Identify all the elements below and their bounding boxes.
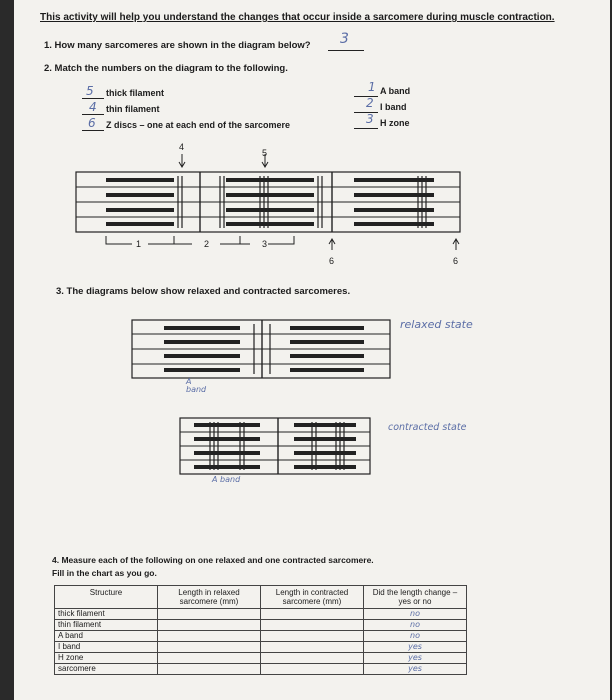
relaxed-sarcomere-diagram [14, 310, 610, 390]
header-relaxed: Length in relaxed sarcomere (mm) [158, 586, 261, 609]
match-answer-hzone: 3 [366, 112, 374, 126]
header-contracted: Length in contracted sarcomere (mm) [261, 586, 364, 609]
cell-relaxed[interactable] [158, 664, 261, 675]
blank-line [82, 130, 104, 131]
header-structure: Structure [55, 586, 158, 609]
cell-relaxed[interactable] [158, 609, 261, 620]
cell-relaxed[interactable] [158, 653, 261, 664]
question-3: 3. The diagrams below show relaxed and contracted sarcomeres. [56, 286, 351, 297]
cell-relaxed[interactable] [158, 620, 261, 631]
worksheet-header: This activity will help you understand the changes that occur inside a sarcomere during muscle contraction. [40, 12, 555, 23]
cell-change[interactable]: yes [364, 642, 467, 653]
cell-contracted[interactable] [261, 664, 364, 675]
match-label-thick: thick filament [106, 88, 165, 98]
measurement-table [54, 585, 467, 675]
sarcomere-diagram [14, 140, 610, 280]
cell-relaxed[interactable] [158, 642, 261, 653]
blank-line [82, 114, 104, 115]
worksheet-page [14, 0, 610, 700]
table-row [55, 609, 467, 620]
header-change: Did the length change – yes or no [364, 586, 467, 609]
diagram-label-5: 5 [262, 148, 268, 158]
cell-structure: thick filament [55, 609, 158, 620]
diagram-label-2: 2 [204, 239, 210, 249]
cell-contracted[interactable] [261, 609, 364, 620]
blank-line [354, 128, 378, 129]
cell-structure: sarcomere [55, 664, 158, 675]
cell-change[interactable]: yes [364, 664, 467, 675]
match-answer-thin: 4 [89, 100, 97, 114]
cell-change[interactable]: no [364, 631, 467, 642]
diagram-label-4: 4 [179, 142, 185, 152]
cell-structure: A band [55, 631, 158, 642]
cell-contracted[interactable] [261, 642, 364, 653]
table-row [55, 642, 467, 653]
match-answer-aband: 1 [368, 80, 376, 94]
blank-line [354, 112, 378, 113]
cell-contracted[interactable] [261, 631, 364, 642]
a-band-note-relaxed: A band [186, 377, 207, 394]
table-row [55, 664, 467, 675]
match-answer-iband: 2 [366, 96, 374, 110]
answer-1: 3 [340, 31, 349, 47]
cell-change[interactable]: no [364, 620, 467, 631]
answer-line-1 [328, 50, 364, 51]
diagram-label-1: 1 [136, 239, 142, 249]
match-answer-zdisc: 6 [88, 116, 96, 130]
question-2: 2. Match the numbers on the diagram to the following. [44, 63, 288, 74]
cell-structure: H zone [55, 653, 158, 664]
a-band-note-contracted: A band [212, 475, 241, 484]
match-label-iband: I band [380, 102, 407, 112]
cell-contracted[interactable] [261, 653, 364, 664]
match-label-aband: A band [380, 86, 411, 96]
cell-relaxed[interactable] [158, 631, 261, 642]
question-4: 4. Measure each of the following on one relaxed and one contracted sarcomere. [52, 555, 374, 565]
relaxed-note: relaxed state [400, 318, 473, 331]
contracted-note: contracted state [388, 422, 467, 433]
blank-line [82, 98, 104, 99]
match-label-hzone: H zone [380, 118, 410, 128]
contracted-sarcomere-diagram [14, 410, 610, 490]
table-row [55, 620, 467, 631]
diagram-label-6a: 6 [329, 256, 335, 266]
question-1: 1. How many sarcomeres are shown in the diagram below? [44, 40, 311, 51]
match-answer-thick: 5 [86, 84, 94, 98]
table-row [55, 653, 467, 664]
match-label-zdisc: Z discs – one at each end of the sarcomere [106, 120, 291, 130]
cell-change[interactable]: no [364, 609, 467, 620]
cell-structure: I band [55, 642, 158, 653]
table-row [55, 631, 467, 642]
blank-line [354, 96, 378, 97]
cell-change[interactable]: yes [364, 653, 467, 664]
diagram-label-3: 3 [262, 239, 268, 249]
cell-structure: thin filament [55, 620, 158, 631]
cell-contracted[interactable] [261, 620, 364, 631]
match-label-thin: thin filament [106, 104, 160, 114]
diagram-label-6b: 6 [453, 256, 459, 266]
question-4-sub: Fill in the chart as you go. [52, 568, 157, 578]
